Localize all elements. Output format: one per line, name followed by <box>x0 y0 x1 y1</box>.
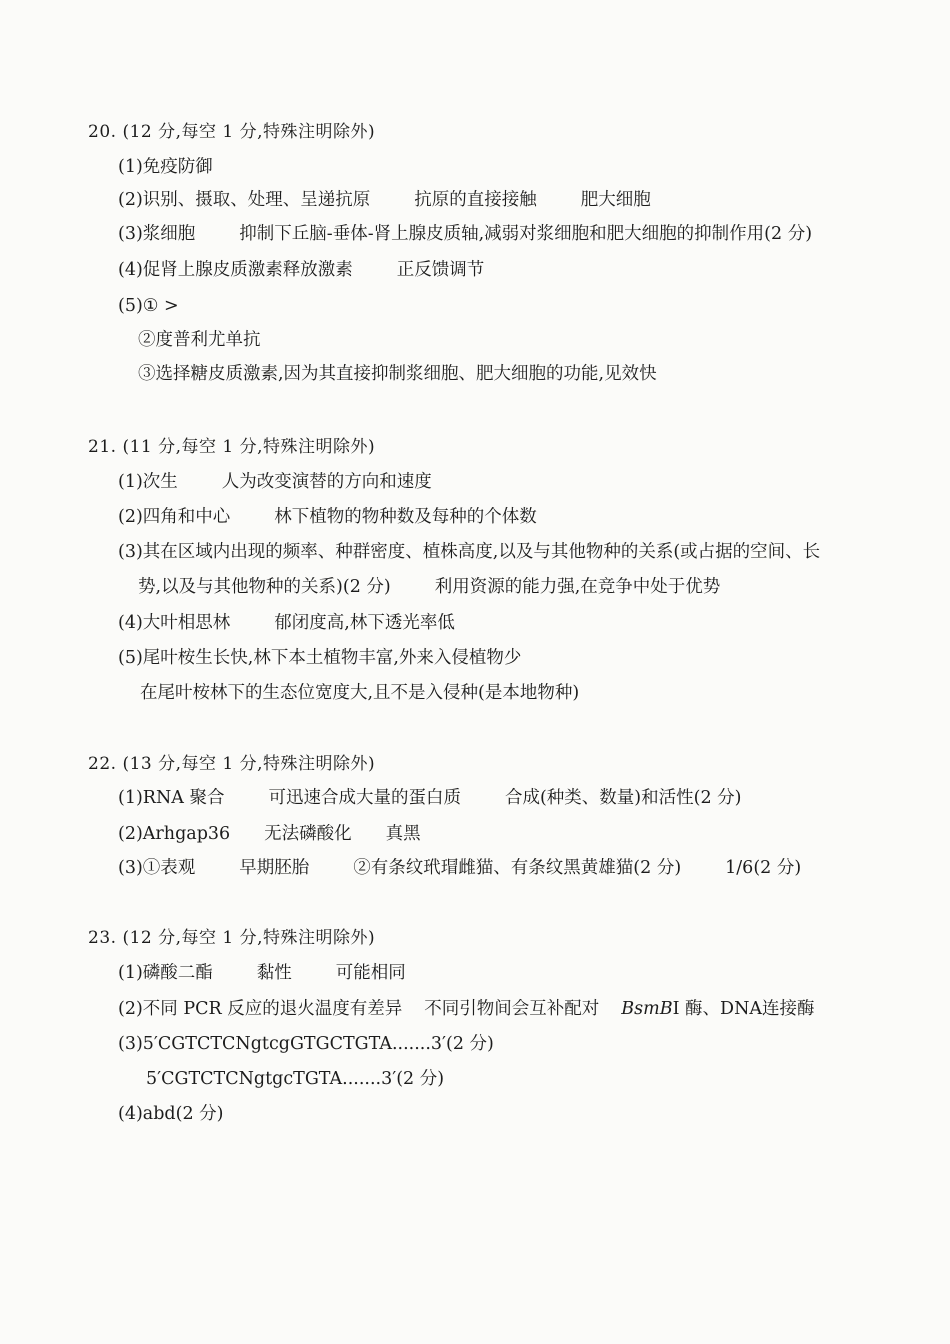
q22-answer-3b: 早期胚胎 <box>239 858 310 878</box>
q22-answer-1b: 可迅速合成大量的蛋白质 <box>268 788 461 808</box>
q21-answer-5: (5)尾叶桉生长快,林下本土植物丰富,外来入侵植物少 <box>118 648 522 668</box>
q21-answer-2a: (2)四角和中心 <box>118 507 231 527</box>
q23-answer-3: (3)5′CGTCTCNgtcgGTGCTGTA.......3′(2 分) <box>118 1034 494 1054</box>
q20-answer-7: ③选择糖皮质激素,因为其直接抑制浆细胞、肥大细胞的功能,见效快 <box>138 364 657 384</box>
q20-answer-2a: (2)识别、摄取、处理、呈递抗原 <box>118 190 371 210</box>
q20-heading: 20. (12 分,每空 1 分,特殊注明除外) <box>88 122 376 142</box>
q21-answer-4b: 郁闭度高,林下透光率低 <box>274 613 455 633</box>
q23-answer-2 <box>118 997 815 1021</box>
q22-answer-3d: 1/6(2 分) <box>725 858 802 878</box>
q22-answer-2b: 无法磷酸化 <box>264 824 352 844</box>
q22-answer-1 <box>118 786 742 810</box>
q23-answer-4: (4)abd(2 分) <box>118 1104 224 1124</box>
q20-answer-5: (5)① > <box>118 296 179 316</box>
q20-answer-6: ②度普利尤单抗 <box>138 330 261 350</box>
q22-answer-1c: 合成(种类、数量)和活性(2 分) <box>504 788 742 808</box>
q21-answer-3: (3)其在区域内出现的频率、种群密度、植株高度,以及与其他物种的关系(或占据的空间、长 <box>118 542 821 562</box>
q20-answer-3b: 抑制下丘脑-垂体-肾上腺皮质轴,减弱对浆细胞和肥大细胞的抑制作用(2 分) <box>239 224 813 244</box>
q21-answer-1a: (1)次生 <box>118 472 178 492</box>
q21-answer-1b: 人为改变演替的方向和速度 <box>221 472 432 492</box>
q20-answer-4a: (4)促肾上腺皮质激素释放激素 <box>118 260 353 280</box>
q20-answer-3 <box>118 222 812 246</box>
q21-answer-3c: 势,以及与其他物种的关系)(2 分) <box>138 577 391 597</box>
q22-answer-3 <box>118 856 801 880</box>
q22-answer-2 <box>118 822 421 846</box>
q23-answer-1a: (1)磷酸二酯 <box>118 963 213 983</box>
q22-answer-2c: 真黑 <box>385 824 421 844</box>
q21-answer-4 <box>118 611 455 635</box>
q20-answer-2c: 肥大细胞 <box>580 190 651 210</box>
q23-answer-1c: 可能相同 <box>335 963 406 983</box>
q21-answer-2b: 林下植物的物种数及每种的个体数 <box>274 507 537 527</box>
q23-answer-2d: I 酶、DNA连接酶 <box>672 999 815 1019</box>
q22-answer-3c: ②有条纹玳瑁雌猫、有条纹黑黄雄猫(2 分) <box>353 858 682 878</box>
q22-answer-3a: (3)①表观 <box>118 858 196 878</box>
q21-answer-2 <box>118 505 537 529</box>
q20-answer-2b: 抗原的直接接触 <box>414 190 537 210</box>
q21-answer-3d: 利用资源的能力强,在竞争中处于优势 <box>434 577 721 597</box>
q20-answer-2 <box>118 188 651 212</box>
q21-answer-1 <box>118 470 432 494</box>
q23-answer-3-alt: 5′CGTCTCNgtgcTGTA.......3′(2 分) <box>146 1069 445 1089</box>
q21-answer-4a: (4)大叶相思林 <box>118 613 231 633</box>
q23-answer-2a: (2)不同 PCR 反应的退火温度有差异 <box>118 999 403 1019</box>
q22-answer-2a: (2)Arhgap36 <box>118 824 231 844</box>
q21-answer-3-cont <box>138 575 720 599</box>
q21-heading: 21. (11 分,每空 1 分,特殊注明除外) <box>88 437 376 457</box>
q22-heading: 22. (13 分,每空 1 分,特殊注明除外) <box>88 754 376 774</box>
q23-answer-2b: 不同引物间会互补配对 <box>424 999 600 1019</box>
q22-answer-1a: (1)RNA 聚合 <box>118 788 225 808</box>
q23-heading: 23. (12 分,每空 1 分,特殊注明除外) <box>88 928 376 948</box>
q23-answer-1 <box>118 961 406 985</box>
q21-answer-5-cont: 在尾叶桉林下的生态位宽度大,且不是入侵种(是本地物种) <box>140 683 580 703</box>
q20-answer-4 <box>118 258 484 282</box>
q23-answer-1b: 黏性 <box>256 963 292 983</box>
q20-answer-3a: (3)浆细胞 <box>118 224 196 244</box>
q20-answer-4b: 正反馈调节 <box>396 260 485 280</box>
q20-answer-1: (1)免疫防御 <box>118 157 213 177</box>
q23-answer-2c: BsmB <box>621 999 673 1019</box>
